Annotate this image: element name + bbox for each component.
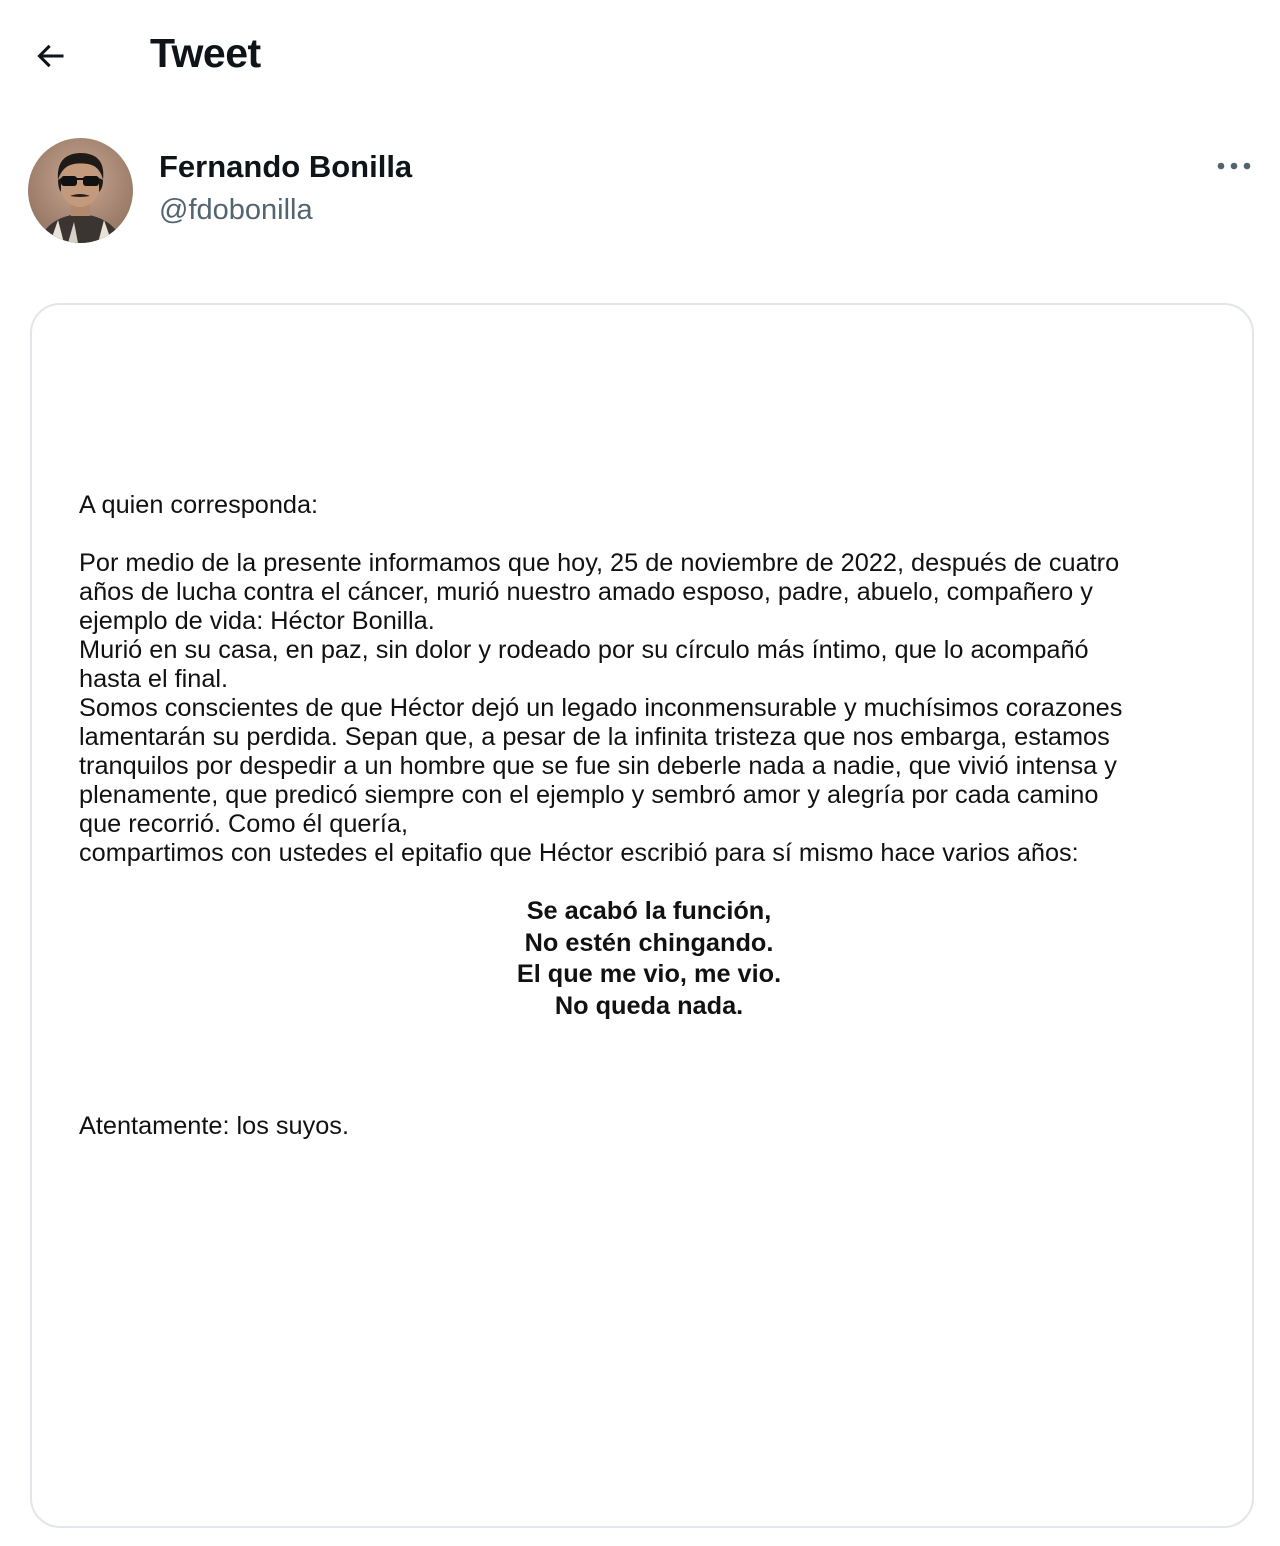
epitaph-line: El que me vio, me vio.	[516, 960, 782, 988]
back-button[interactable]	[22, 28, 78, 84]
avatar[interactable]	[28, 138, 133, 243]
letter-body: Por medio de la presente informamos que hoy, 25 de noviembre de 2022, después de cuatro años de lucha contra el cáncer, murió nuestro amado esposo, padre, abuelo, compañero y ejemplo de vida: Héctor Bonilla. Murió en su casa, en paz, sin dolor y rodeado por su círculo más íntimo, que lo acompañó hasta el final. Somos conscientes de que Héctor dejó un legado inconmensurable y muchísimos corazones lamentarán su perdida. Sepan que, a pesar de la infinita tristeza que nos embarga, estamos tranquilos por despedir a un hombre que se fue sin deberle nada a nadie, que vivió intensa y plenamente, que predicó siempre con el ejemplo y sembró amor y alegría por cada camino que recorrió. Como él quería, compartimos con ustedes el epitafio que Héctor escribió para sí mismo hace varios años:	[79, 549, 1123, 867]
more-horizontal-icon	[1216, 161, 1252, 171]
letter-salutation: A quien corresponda:	[79, 491, 319, 519]
tweet-header	[0, 0, 1280, 110]
user-handle[interactable]: @fdobonilla	[159, 194, 313, 226]
more-options-button[interactable]	[1206, 150, 1262, 182]
epitaph-line: No estén chingando.	[524, 928, 774, 957]
display-name[interactable]: Fernando Bonilla	[159, 149, 413, 184]
page-title: Tweet	[150, 30, 261, 76]
epitaph	[79, 896, 1219, 1022]
letter-document	[79, 491, 1219, 1141]
epitaph-line: No queda nada.	[554, 991, 744, 1020]
letter-signoff: Atentamente: los suyos.	[79, 1112, 349, 1140]
tweet-author	[0, 130, 1280, 250]
tweet-image[interactable]	[30, 303, 1254, 1528]
arrow-left-icon	[32, 38, 68, 74]
epitaph-line: Se acabó la función,	[526, 897, 772, 925]
avatar-photo	[28, 138, 133, 243]
